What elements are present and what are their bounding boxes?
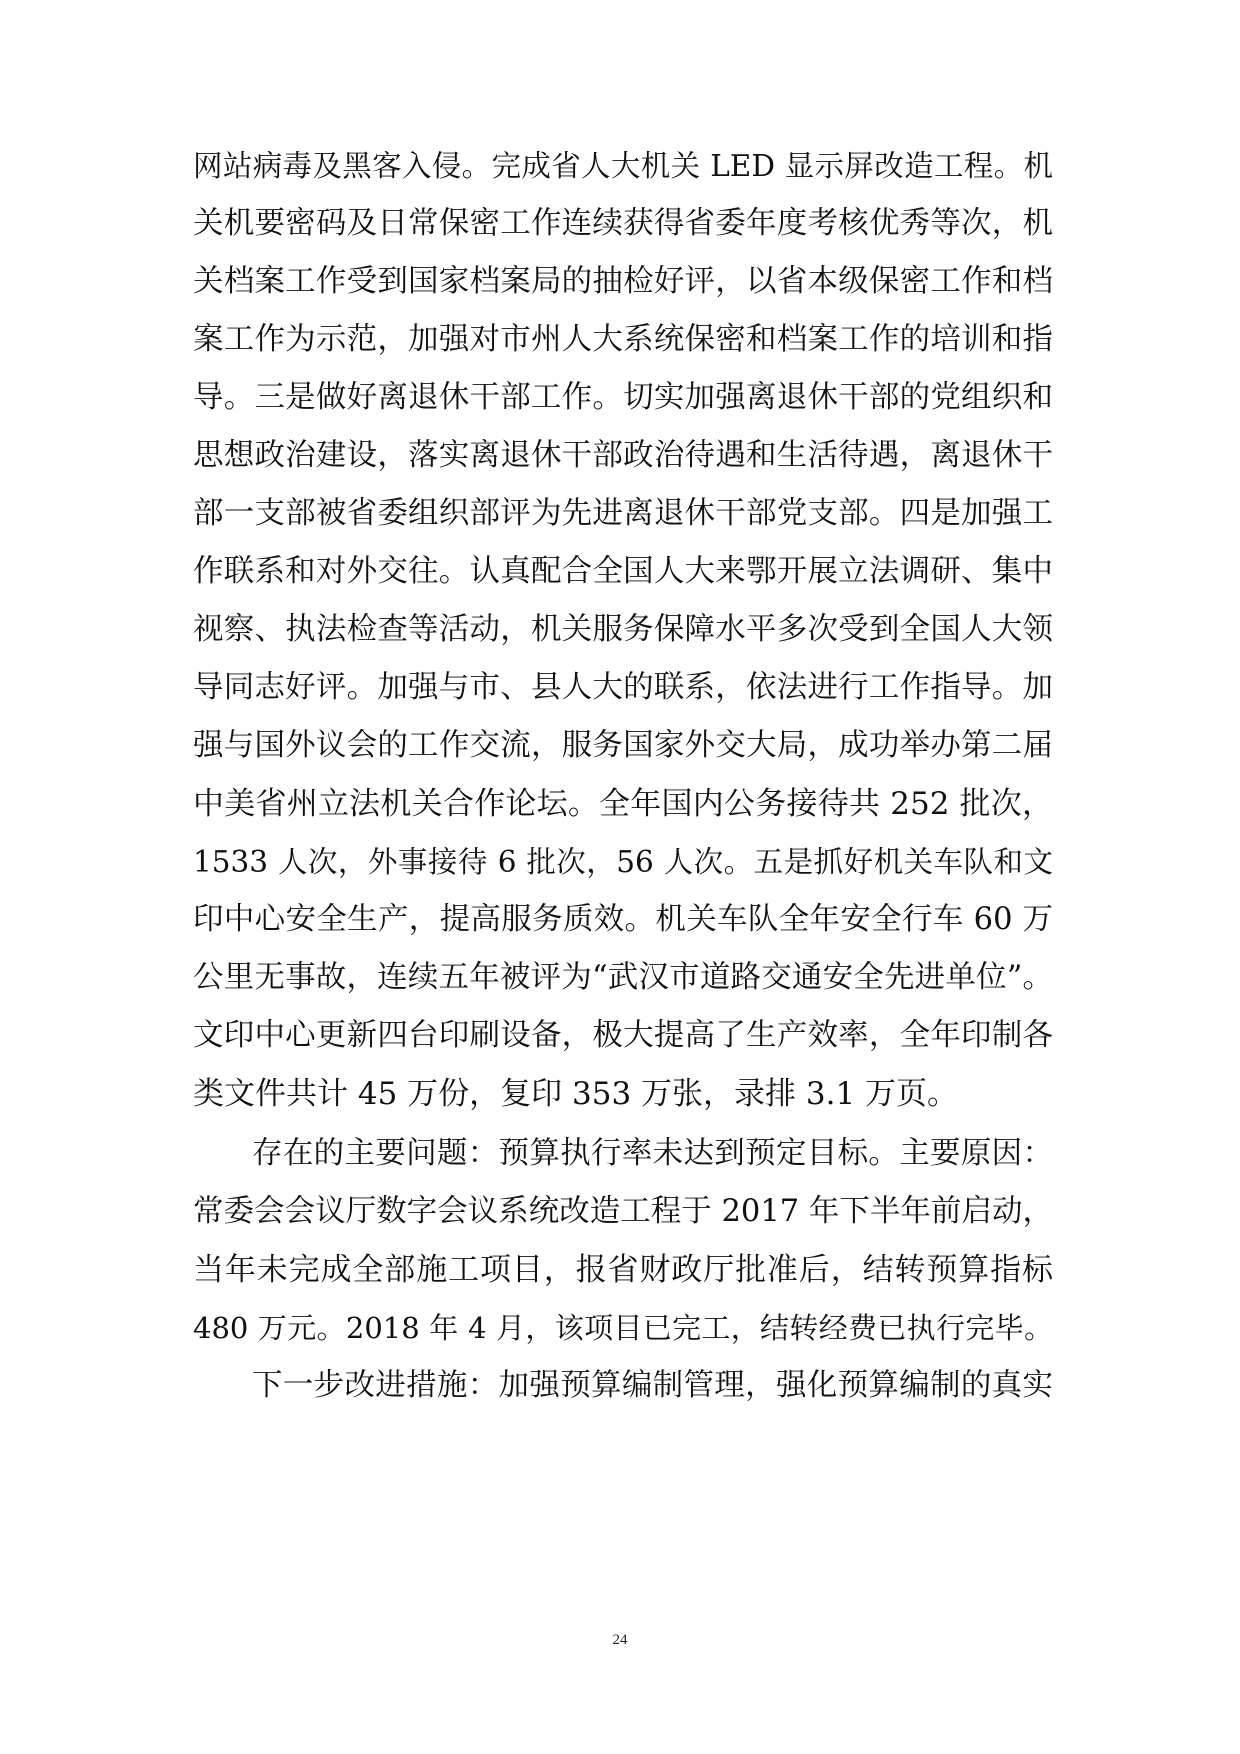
body-text-line: 公里无事故，连续五年被评为“武汉市道路交通安全先进单位”。 <box>193 960 1053 995</box>
body-text-line: 强与国外议会的工作交流，服务国家外交大局，成功举办第二届 <box>193 728 1053 763</box>
body-text-line: 关档案工作受到国家档案局的抽检好评，以省本级保密工作和档 <box>193 264 1053 299</box>
paragraph-last-line: 类文件共计 45 万份，复印 353 万张，录排 3.1 万页。 <box>193 1076 959 1112</box>
body-text-line: 当年未完成全部施工项目，报省财政厅批准后，结转预算指标 <box>193 1252 1053 1288</box>
body-text-line: 导同志好评。加强与市、县人大的联系，依法进行工作指导。加 <box>193 670 1053 705</box>
body-text-line: 常委会会议厅数字会议系统改造工程于 2017 年下半年前启动， <box>193 1194 1053 1229</box>
body-text-line: 导。三是做好离退休干部工作。切实加强离退休干部的党组织和 <box>193 380 1053 415</box>
body-text-line: 视察、执法检查等活动，机关服务保障水平多次受到全国人大领 <box>193 612 1053 647</box>
paragraph-last-line: 480 万元。2018 年 4 月，该项目已完工，结转经费已执行完毕。 <box>193 1311 1053 1345</box>
body-text-line: 1533 人次，外事接待 6 批次，56 人次。五是抓好机关车队和文 <box>193 845 1053 879</box>
body-text-line: 思想政治建设，落实离退休干部政治待遇和生活待遇，离退休干 <box>193 438 1053 473</box>
body-text-line: 文印中心更新四台印刷设备，极大提高了生产效率，全年印制各 <box>193 1018 1053 1053</box>
body-text-line: 印中心安全生产，提高服务质效。机关车队全年安全行车 60 万 <box>193 902 1053 937</box>
body-text-line: 部一支部被省委组织部评为先进离退休干部党支部。四是加强工 <box>193 496 1053 531</box>
paragraph-first-line: 下一步改进措施：加强预算编制管理，强化预算编制的真实 <box>252 1368 1053 1403</box>
paragraph-first-line: 存在的主要问题：预算执行率未达到预定目标。主要原因： <box>252 1136 1053 1171</box>
body-text-line: 关机要密码及日常保密工作连续获得省委年度考核优秀等次，机 <box>193 206 1053 241</box>
page-number: 24 <box>612 1632 628 1648</box>
body-text-line: 中美省州立法机关合作论坛。全年国内公务接待共 252 批次， <box>193 786 1053 822</box>
body-text-line: 作联系和对外交往。认真配合全国人大来鄂开展立法调研、集中 <box>193 554 1053 589</box>
body-text-line: 网站病毒及黑客入侵。完成省人大机关 LED 显示屏改造工程。机 <box>193 149 1053 183</box>
body-text-line: 案工作为示范，加强对市州人大系统保密和档案工作的培训和指 <box>193 322 1053 357</box>
